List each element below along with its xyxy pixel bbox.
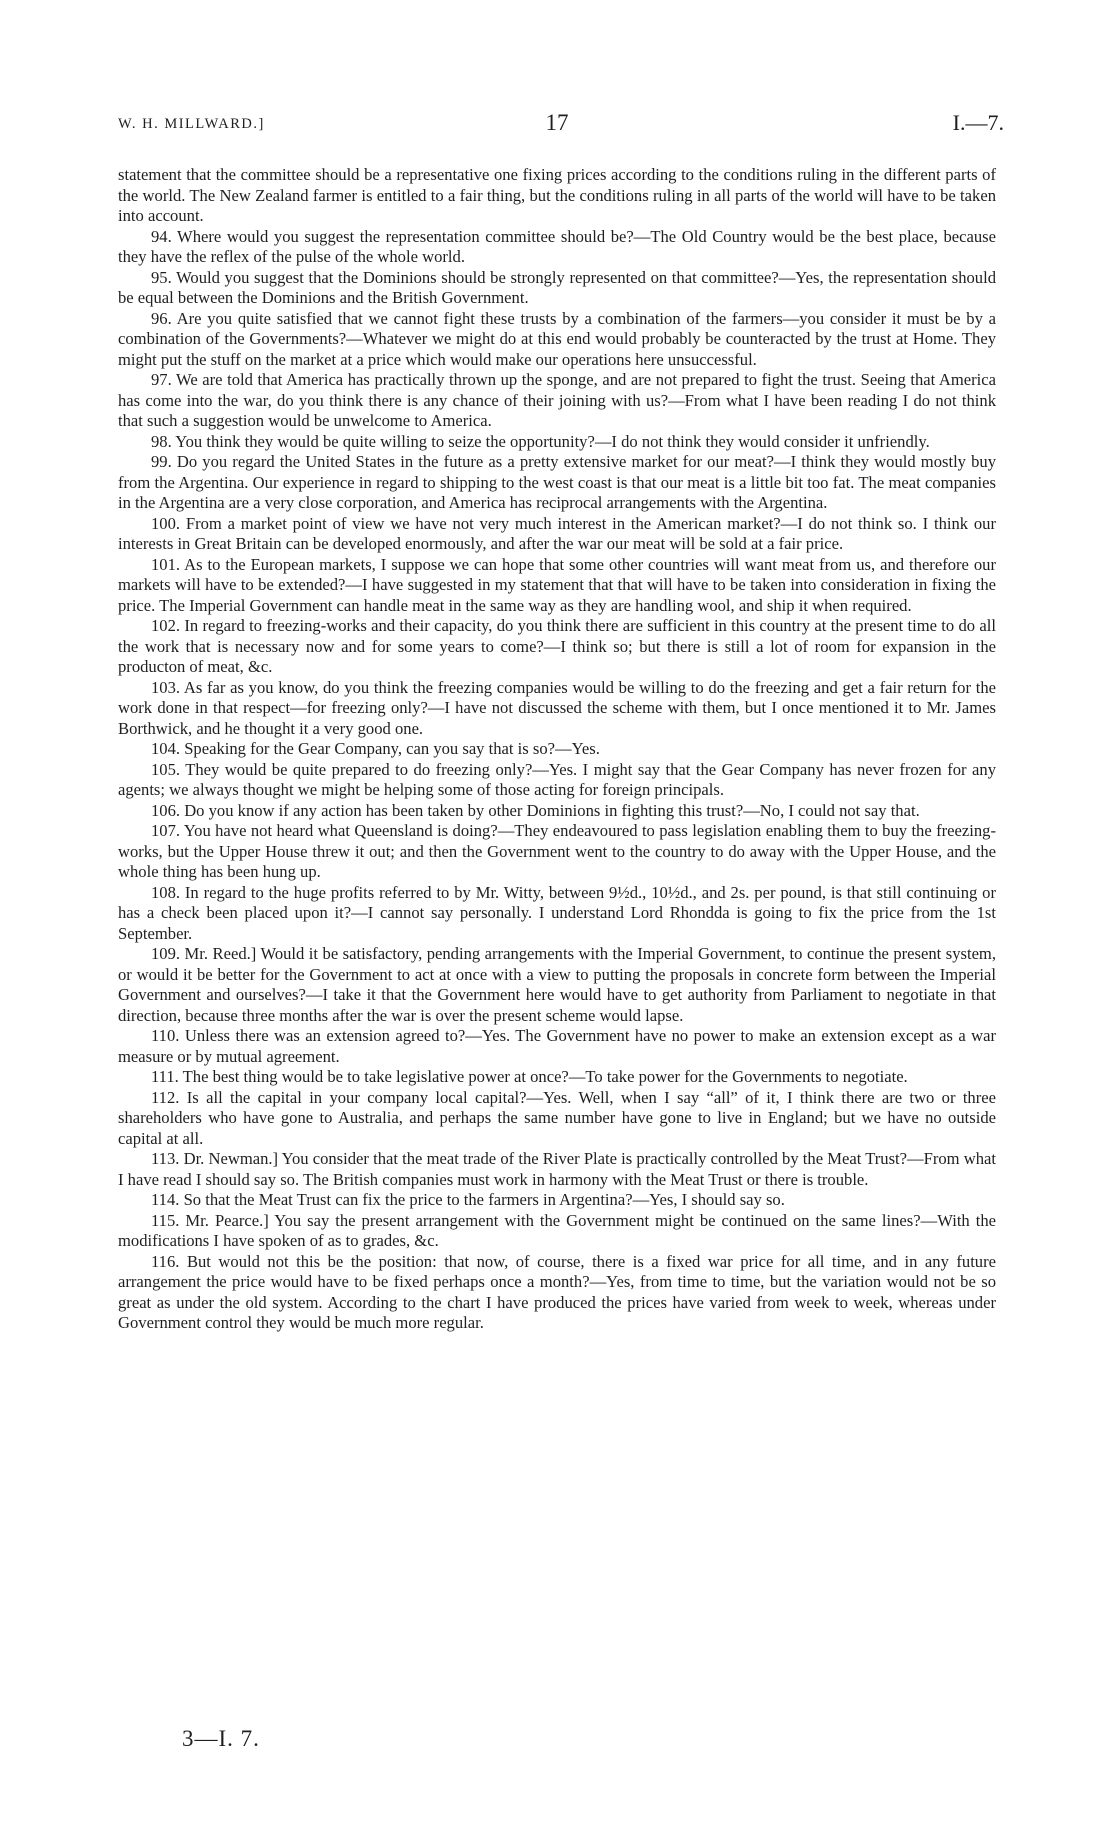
question-112: 112. Is all the capital in your company local capital?—Yes. Well, when I say “all” of it, I think there are two or three shareholders who have gone to Australia, and perhaps the same number have gone to live in England; but we have no outside capital at all. [118, 1087, 996, 1148]
question-109: 109. Mr. Reed.] Would it be satisfactory, pending arrangements with the Imperial Government, to continue the present system, or would it be better for the Government to act at once with a view to putting the proposals in concrete form between the Imperial Government and ourselves?—I take it that the Government here would have to get authority from Parliament to negotiate in that direction, because three months after the war is over the present scheme would lapse. [118, 944, 996, 1025]
question-94: 94. Where would you suggest the representation committee should be?—The Old Country would be the best place, because they have the reflex of the pulse of the whole world. [118, 226, 996, 266]
question-96: 96. Are you quite satisfied that we cannot fight these trusts by a combination of the farmers—you consider it must be by a combination of the Governments?—Whatever we might do at this end would probably be counteracted by the trust at Home. They might put the stuff on the market at a price which would make our operations here unsuccessful. [118, 308, 996, 369]
question-106: 106. Do you know if any action has been taken by other Dominions in fighting this trust?—No, I could not say that. [151, 800, 920, 820]
question-102: 102. In regard to freezing-works and their capacity, do you think there are sufficient in this country at the present time to do all the work that is necessary now and for some years to come?—I think so; but there is still a lot of room for expansion in the producton of meat, &c. [118, 616, 996, 676]
paragraph-continuation: statement that the committee should be a representative one fixing prices according to the conditions ruling in the different parts of the world. The New Zealand farmer is entitled to a fair thing, but the conditions ruling in all parts of the world will have to be taken into account. [118, 165, 996, 225]
signature-mark: 3—I. 7. [182, 1726, 260, 1751]
question-108: 108. In regard to the huge profits referred to by Mr. Witty, between 9½d., 10½d., and 2s. per pound, is that still continuing or has a check been placed upon it?—I cannot say personally. I understand Lord Rhondda is going to fix the price from the 1st September. [118, 882, 996, 943]
question-113: 113. Dr. Newman.] You consider that the meat trade of the River Plate is practically controlled by the Meat Trust?—From what I have read I should say so. The British companies must work in harmony with the Meat Trust or there is trouble. [118, 1149, 996, 1189]
question-101: 101. As to the European markets, I suppose we can hope that some other countries will want meat from us, and therefore our markets will have to be extended?—I have suggested in my statement that that will have to be taken into consideration in fixing the price. The Imperial Government can handle meat in the same way as they are handling wool, and ship it when required. [118, 554, 996, 615]
question-105: 105. They would be quite prepared to do freezing only?—Yes. I might say that the Gear Company has never frozen for any agents; we always thought we might be helping some of those acting for foreign principals. [118, 759, 996, 799]
question-98: 98. You think they would be quite willing to seize the opportunity?—I do not think they would consider it unfriendly. [151, 431, 930, 451]
page-number: 17 [545, 110, 569, 135]
question-104: 104. Speaking for the Gear Company, can you say that is so?—Yes. [151, 739, 600, 758]
question-103: 103. As far as you know, do you think the freezing companies would be willing to do the freezing and get a fair return for the work done in that respect—for freezing only?—I have not discussed the scheme with them, but I once mentioned it to Mr. James Borthwick, and he thought it a very good one. [118, 677, 996, 738]
question-95: 95. Would you suggest that the Dominions should be strongly represented on that committee?—Yes, the representation should be equal between the Dominions and the British Government. [118, 267, 996, 307]
header-witness-name: W. H. MILLWARD.] [118, 116, 265, 132]
document-reference: I.—7. [952, 110, 1004, 135]
question-115: 115. Mr. Pearce.] You say the present arrangement with the Government might be continued on the same lines?—With the modifications I have spoken of as to grades, &c. [118, 1210, 996, 1250]
question-97: 97. We are told that America has practically thrown up the sponge, and are not prepared to fight the trust. Seeing that America has come into the war, do you think there is any chance of their joining with us?—From what I have been reading I do not think that such a suggestion would be unwelcome to America. [118, 370, 996, 430]
question-110: 110. Unless there was an extension agreed to?—Yes. The Government have no power to make an extension except as a war measure or by mutual agreement. [118, 1026, 996, 1066]
question-116: 116. But would not this be the position: that now, of course, there is a fixed war price for all time, and in any future arrangement the price would have to be fixed perhaps once a month?—Yes, from time to time, but the variation would not be so great as under the old system. According to the chart I have produced the prices have varied from week to week, whereas under Government control they would be much more regular. [118, 1251, 996, 1332]
question-99: 99. Do you regard the United States in the future as a pretty extensive market for our meat?—I think they would mostly buy from the Argentina. Our experience in regard to shipping to the west coast is that our meat is a little bit too fat. The meat companies in the Argentina are a very close corporation, and America has reciprocal arrangements with the Argentina. [118, 452, 996, 512]
testimony-body [118, 165, 996, 1334]
question-111: 111. The best thing would be to take legislative power at once?—To take power for the Governments to negotiate. [151, 1067, 908, 1086]
question-107: 107. You have not heard what Queensland is doing?—They endeavoured to pass legislation enabling them to buy the freezing-works, but the Upper House threw it out; and then the Government went to the country to do away with the Upper House, and the whole thing has been hung up. [118, 821, 996, 881]
question-114: 114. So that the Meat Trust can fix the price to the farmers in Argentina?—Yes, I should say so. [151, 1190, 785, 1209]
question-100: 100. From a market point of view we have not very much interest in the American market?—I do not think so. I think our interests in Great Britain can be developed enormously, and after the war our meat will be sold at a fair price. [118, 513, 996, 553]
